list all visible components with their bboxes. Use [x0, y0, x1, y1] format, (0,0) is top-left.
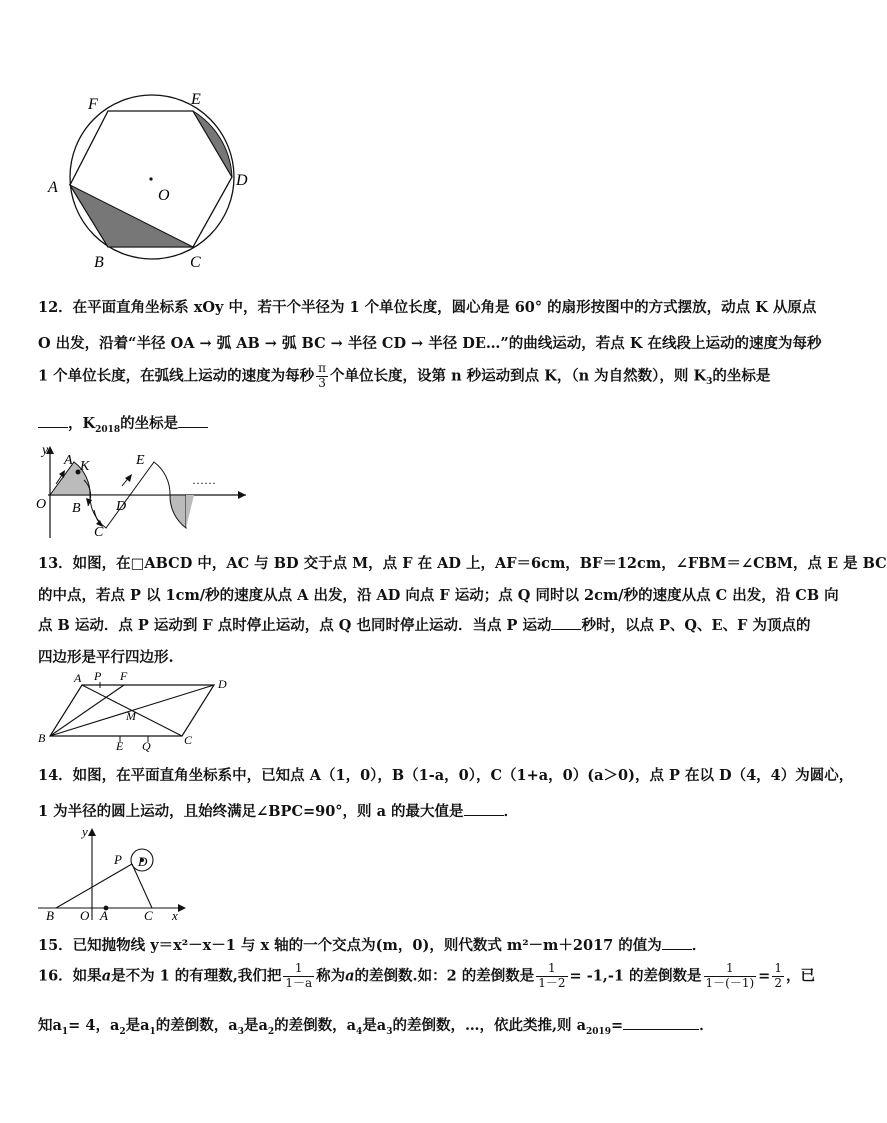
q16-l2-i: =: [611, 1017, 624, 1034]
q12-line1: 12．在平面直角坐标系 xOy 中，若干个半径为 1 个单位长度，圆心角是 60° 的扇形按图中的方式摆放，动点 K 从原点: [38, 299, 817, 316]
frac-num: 1: [536, 962, 567, 977]
subscript: 1: [149, 1026, 156, 1037]
q16-l2-b: = 4，a: [68, 1017, 120, 1034]
label-E: E: [136, 453, 145, 468]
var-a: a: [345, 967, 355, 985]
q12-line3-c: 的坐标是: [712, 367, 771, 385]
label-O: O: [80, 908, 90, 923]
q16-l2-c: 是a: [125, 1017, 150, 1034]
frac-den: 1－(－1): [705, 975, 755, 990]
frac-num: 1: [774, 961, 782, 975]
q16-text-f: =: [758, 967, 771, 985]
label-K: K: [80, 459, 90, 474]
q13-line3-b: 秒时，以点 P、Q、E、F 为顶点的: [581, 617, 811, 634]
label-P: P: [94, 669, 102, 683]
label-O: O: [36, 497, 47, 512]
label-A: A: [74, 671, 82, 685]
frac-num: 1: [704, 962, 757, 977]
k2018-subscript: 2018: [95, 424, 121, 435]
var-a: a: [101, 967, 112, 985]
fraction-1-over-1-minus-a: [283, 962, 314, 991]
label-P: P: [114, 852, 122, 867]
sector-wave-figure: [34, 440, 254, 540]
q16-text-b: 是不为 1 的有理数,我们把: [111, 967, 282, 985]
q16-line2: [38, 1014, 714, 1037]
q12-line3-a: 1 个单位长度，在弧线上运动的速度为每秒: [38, 367, 315, 385]
subscript: 3: [237, 1026, 244, 1037]
q16-l2-f: 的差倒数，a: [274, 1017, 357, 1034]
label-C: C: [144, 908, 153, 923]
frac-num: π: [318, 361, 327, 375]
k3-subscript: 3: [706, 377, 713, 388]
label-A: A: [100, 908, 108, 923]
fraction-1-over-1-minus-neg1: [704, 962, 757, 991]
hexagon-circle-figure: [38, 85, 268, 275]
label-B: B: [38, 731, 46, 745]
q12-line3-b: 个单位长度，设第 n 秒运动到点 K，（n 为自然数），则 K: [330, 367, 707, 385]
q14-line2-b: ．: [503, 803, 519, 820]
subscript: 4: [356, 1026, 363, 1037]
axis-label-y: y: [42, 443, 49, 458]
q16-text-g: ，已: [785, 967, 815, 985]
q12-line4: [38, 412, 208, 435]
label-F: F: [88, 96, 98, 113]
label-A: A: [64, 453, 73, 468]
frac-den: 1－2: [538, 975, 566, 990]
q16-text-d: 的差倒数.如：2 的差倒数是: [354, 967, 535, 985]
q16-l2-j: ．: [699, 1017, 714, 1034]
label-B: B: [72, 501, 81, 516]
answer-blank-k3[interactable]: [38, 413, 68, 428]
q14-line2-a: 1 为半径的圆上运动，且始终满足∠BPC=90°，则 a 的最大值是: [38, 803, 464, 820]
q12-line4-b: 的坐标是: [120, 415, 179, 432]
label-C: C: [184, 733, 193, 747]
frac-num: 1: [283, 962, 314, 977]
subscript: 2: [119, 1026, 126, 1037]
answer-blank-q14[interactable]: [464, 801, 504, 816]
subscript: 2: [267, 1026, 275, 1037]
label-A: A: [48, 179, 58, 196]
label-M: M: [126, 709, 136, 723]
label-E: E: [191, 91, 201, 108]
answer-blank-q16[interactable]: [623, 1015, 699, 1030]
subscript: 3: [386, 1026, 393, 1037]
label-C: C: [190, 254, 201, 271]
label-D: D: [218, 677, 227, 691]
fraction-1-over-2: [772, 962, 784, 991]
answer-blank-q13[interactable]: [551, 615, 581, 630]
q16-l2-g: 是a: [362, 1017, 387, 1034]
label-E: E: [116, 739, 124, 753]
answer-blank-k2018[interactable]: [178, 413, 208, 428]
axis-label-y: y: [82, 824, 88, 839]
q16-text-a: 16．如果: [38, 967, 102, 985]
q12-line4-a: ，K: [68, 415, 96, 432]
parallelogram-figure: [34, 668, 234, 752]
q14-line1: 14．如图，在平面直角坐标系中，已知点 A（1，0），B（1-a，0），C（1+a，0）(a＞0)，点 P 在以 D（4，4）为圆心，: [38, 767, 854, 784]
frac-den: 2: [774, 975, 782, 990]
label-O: O: [158, 187, 170, 204]
q14-line2: [38, 800, 518, 821]
q15-line: [38, 934, 706, 955]
fraction-1-over-1-minus-2: [536, 962, 567, 991]
q15-end: ．: [691, 937, 707, 954]
q13-line4: 四边形是平行四边形.: [38, 649, 174, 666]
axis-label-x: x: [172, 908, 178, 923]
answer-blank-q15[interactable]: [662, 935, 692, 950]
q16-line1: [38, 962, 815, 991]
q16-text-c: 称为: [316, 967, 346, 985]
coordinate-circle-figure: [34, 822, 194, 922]
q15-text: 15．已知抛物线 y＝x²－x－1 与 x 轴的一个交点为(m，0)，则代数式 m²－m＋2017 的值为: [38, 937, 662, 954]
q13-line3: [38, 614, 810, 635]
label-B: B: [46, 908, 54, 923]
q16-l2-a: 知a: [38, 1017, 62, 1034]
frac-den: 3: [318, 375, 326, 390]
label-D: D: [138, 854, 148, 869]
continuation-dots: ……: [192, 473, 216, 487]
q12-line3: [38, 362, 770, 391]
subscript: 2019: [585, 1026, 612, 1037]
q16-l2-e: 是a: [243, 1017, 268, 1034]
q13-line1: 13．如图，在□ABCD 中，AC 与 BD 交于点 M，点 F 在 AD 上，AF＝6cm，BF＝12cm，∠FBM＝∠CBM，点 E 是 BC: [38, 555, 887, 572]
label-Q: Q: [142, 739, 151, 753]
q16-text-e: = -1,-1 的差倒数是: [569, 967, 702, 985]
label-C: C: [94, 525, 104, 540]
label-B: B: [94, 254, 104, 271]
label-D: D: [236, 172, 248, 189]
label-F: F: [120, 669, 128, 683]
label-D: D: [116, 499, 127, 514]
q12-line2: O 出发，沿着“半径 OA → 弧 AB → 弧 BC → 半径 CD → 半径 DE…”的曲线运动，若点 K 在线段上运动的速度为每秒: [38, 335, 822, 352]
pi-over-3-fraction: [316, 362, 328, 391]
frac-den: 1－a: [285, 975, 313, 990]
q13-line2: 的中点，若点 P 以 1cm/秒的速度从点 A 出发，沿 AD 向点 F 运动；点 Q 同时以 2cm/秒的速度从点 C 出发，沿 CB 向: [38, 587, 839, 604]
q16-l2-d: 的差倒数，a: [155, 1017, 238, 1034]
q13-line3-a: 点 B 运动．点 P 运动到 F 点时停止运动，点 Q 也同时停止运动．当点 P 运动: [38, 617, 552, 634]
q16-l2-h: 的差倒数，…，依此类推,则 a: [392, 1017, 586, 1034]
subscript: 1: [61, 1026, 69, 1037]
